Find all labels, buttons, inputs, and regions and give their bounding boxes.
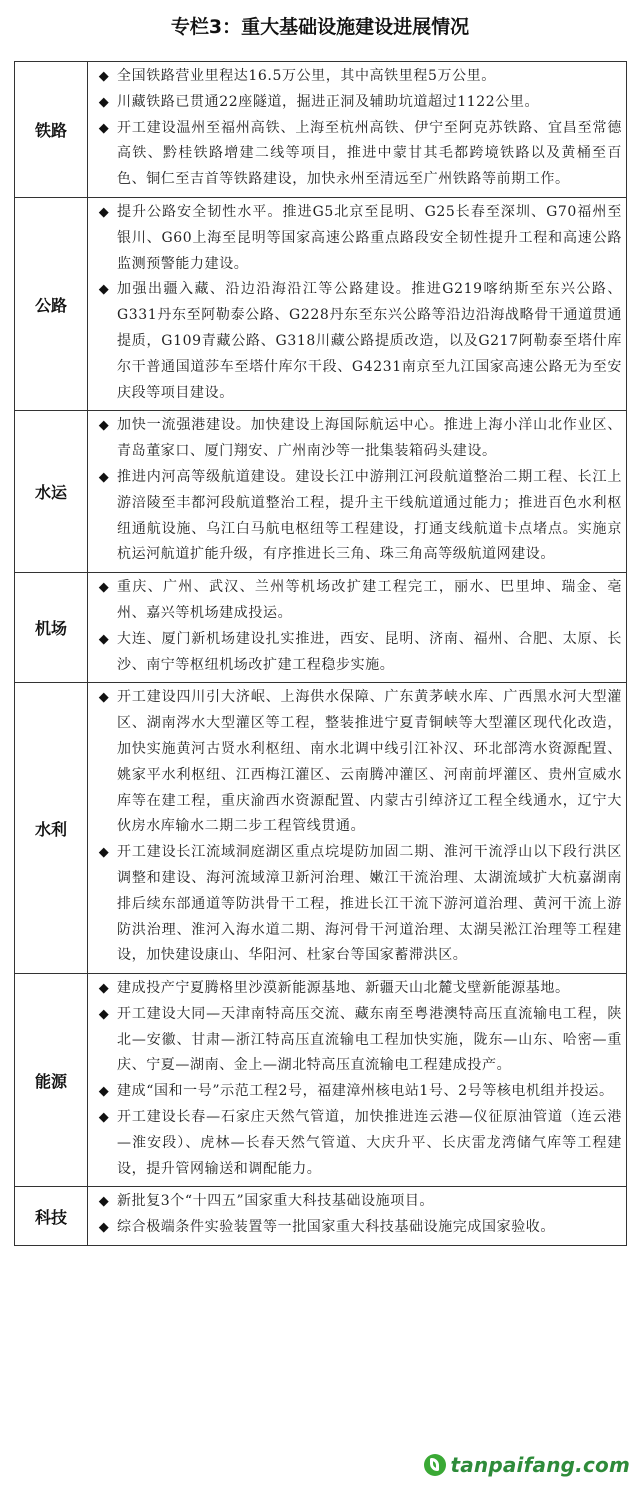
section-row-energy <box>15 974 627 1187</box>
section-content <box>88 573 627 683</box>
diamond-bullet-icon: ◆ <box>98 469 110 485</box>
section-content <box>88 62 627 198</box>
diamond-bullet-icon: ◆ <box>98 1006 110 1022</box>
item-text: 开工建设四川引大济岷、上海供水保障、广东黄茅峡水库、广西黑水河大型灌区、湖南涔水大型灌区等工程，整装推进宁夏青铜峡等大型灌区现代化改造，加快实施黄河古贤水利枢纽、南水北调中线引江补汉、环北部湾水资源配置、姚家平水利枢纽、江西梅江灌区、云南腾冲灌区、河南前坪灌区、贵州宣威水库等在建工程，重庆渝西水资源配置、内蒙古引绰济辽工程全线通水，辽宁大伙房水库输水二期二步工程管线贯通。 <box>117 689 622 835</box>
list-item <box>92 465 622 568</box>
diamond-bullet-icon: ◆ <box>98 1084 110 1100</box>
list-item <box>92 627 622 679</box>
item-text: 综合极端条件实验装置等一批国家重大科技基础设施完成国家验收。 <box>117 1219 555 1236</box>
diamond-bullet-icon: ◆ <box>98 1194 110 1210</box>
item-text: 推进内河高等级航道建设。建设长江中游荆江河段航道整治二期工程、长江上游涪陵至丰都河段航道整治工程，提升主干线航道通过能力；推进百色水利枢纽通航设施、乌江白马航电枢纽等工程建设，打通支线航道卡点堵点。实施京杭运河航道扩能升级，有序推进长三角、珠三角高等级航道网建设。 <box>117 468 622 563</box>
section-row-airport <box>15 573 627 683</box>
category-label: 水利 <box>15 683 88 974</box>
diamond-bullet-icon: ◆ <box>98 120 110 136</box>
list-item <box>92 575 622 627</box>
page-title: 专栏3：重大基础设施建设进展情况 <box>170 16 470 38</box>
item-text: 全国铁路营业里程达16.5万公里，其中高铁里程5万公里。 <box>117 68 496 84</box>
category-label: 机场 <box>15 573 88 683</box>
diamond-bullet-icon: ◆ <box>98 580 110 596</box>
section-row-water-conservancy <box>15 683 627 974</box>
item-text: 重庆、广州、武汉、兰州等机场改扩建工程完工，丽水、巴里坤、瑞金、亳州、嘉兴等机场建成投运。 <box>117 579 622 621</box>
item-text: 新批复3个“十四五”国家重大科技基础设施项目。 <box>117 1193 435 1210</box>
diamond-bullet-icon: ◆ <box>98 631 110 647</box>
infrastructure-table <box>14 61 627 1246</box>
item-text: 提升公路安全韧性水平。推进G5北京至昆明、G25长春至深圳、G70福州至银川、G60上海至昆明等国家高速公路重点路段安全韧性提升工程和高速公路监测预警能力建设。 <box>117 203 622 272</box>
section-row-railway <box>15 62 627 198</box>
list-item <box>92 116 622 193</box>
section-row-technology <box>15 1187 627 1246</box>
section-content <box>88 411 627 573</box>
item-text: 加强出疆入藏、沿边沿海沿江等公路建设。推进G219喀纳斯至东兴公路、G331丹东至阿勒泰公路、G228丹东至东兴公路等沿边沿海战略骨干通道贯通提质，G109青藏公路、G318川藏公路提质改造，以及G217阿勒泰至塔什库尔干普通国道莎车至塔什库尔干段、G4231南京至九江国家高速公路无为至安庆段等项目建设。 <box>117 281 622 401</box>
watermark-text: tanpaifang.com <box>450 1453 630 1477</box>
item-text: 开工建设长江流域洞庭湖区重点垸堤防加固二期、淮河干流浮山以下段行洪区调整和建设、海河流域漳卫新河治理、嫩江干流治理、太湖流域扩大杭嘉湖南排后续东部通道等防洪骨干工程，推进长江干流下游河道治理、黄河干流上游防洪治理、淮河入海水道二期、海河骨干河道治理、太湖吴淞江治理等工程建设，加快建设康山、华阳河、杜家台等国家蓄滞洪区。 <box>117 844 622 964</box>
section-content <box>88 683 627 974</box>
list-item <box>92 685 622 840</box>
diamond-bullet-icon: ◆ <box>98 94 110 110</box>
diamond-bullet-icon: ◆ <box>98 690 110 706</box>
diamond-bullet-icon: ◆ <box>98 418 110 434</box>
section-content <box>88 197 627 410</box>
category-label: 能源 <box>15 974 88 1187</box>
item-text: 川藏铁路已贯通22座隧道，掘进正洞及辅助坑道超过1122公里。 <box>117 93 540 110</box>
item-text: 建成“国和一号”示范工程2号，福建漳州核电站1号、2号等核电机组并投运。 <box>117 1083 614 1100</box>
section-content <box>88 1187 627 1246</box>
item-text: 加快一流强港建设。加快建设上海国际航运中心。推进上海小洋山北作业区、青岛董家口、厦门翔安、广州南沙等一批集装箱码头建设。 <box>117 417 622 460</box>
diamond-bullet-icon: ◆ <box>98 282 110 298</box>
diamond-bullet-icon: ◆ <box>98 1110 110 1126</box>
category-label: 铁路 <box>15 62 88 198</box>
diamond-bullet-icon: ◆ <box>98 845 110 861</box>
diamond-bullet-icon: ◆ <box>98 1220 110 1236</box>
list-item <box>92 64 622 90</box>
list-item <box>92 1189 622 1215</box>
list-item <box>92 1105 622 1182</box>
list-item <box>92 277 622 406</box>
list-item <box>92 840 622 969</box>
list-item <box>92 413 622 465</box>
list-item <box>92 1002 622 1079</box>
diamond-bullet-icon: ◆ <box>98 981 110 997</box>
category-label: 科技 <box>15 1187 88 1246</box>
list-item <box>92 200 622 277</box>
leaf-logo-icon <box>424 1454 446 1476</box>
list-item <box>92 1079 622 1105</box>
list-item <box>92 976 622 1002</box>
section-row-waterway <box>15 411 627 573</box>
item-text: 大连、厦门新机场建设扎实推进，西安、昆明、济南、福州、合肥、太原、长沙、南宁等枢纽机场改扩建工程稳步实施。 <box>117 630 622 673</box>
category-label: 水运 <box>15 411 88 573</box>
item-text: 开工建设长春—石家庄天然气管道，加快推进连云港—仪征原油管道（连云港—淮安段）、虎林—长春天然气管道、大庆升平、长庆雷龙湾储气库等工程建设，提升管网输送和调配能力。 <box>117 1109 622 1177</box>
item-text: 建成投产宁夏腾格里沙漠新能源基地、新疆天山北麓戈壁新能源基地。 <box>117 980 570 997</box>
section-row-highway <box>15 197 627 410</box>
diamond-bullet-icon: ◆ <box>98 69 110 84</box>
list-item <box>92 1215 622 1241</box>
section-content <box>88 974 627 1187</box>
item-text: 开工建设大同—天津南特高压交流、藏东南至粤港澳特高压直流输电工程，陕北—安徽、甘肃—浙江特高压直流输电工程加快实施，陇东—山东、哈密—重庆、宁夏—湖南、金上—湖北特高压直流输电工程建成投产。 <box>117 1005 622 1074</box>
diamond-bullet-icon: ◆ <box>98 204 110 220</box>
list-item <box>92 90 622 116</box>
item-text: 开工建设温州至福州高铁、上海至杭州高铁、伊宁至阿克苏铁路、宜昌至常德高铁、黔桂铁路增建二线等项目，推进中蒙甘其毛都跨境铁路以及黄桶至百色、铜仁至吉首等铁路建设，加快永州至清远至广州铁路等前期工作。 <box>117 119 622 188</box>
watermark <box>424 1450 630 1480</box>
category-label: 公路 <box>15 197 88 410</box>
